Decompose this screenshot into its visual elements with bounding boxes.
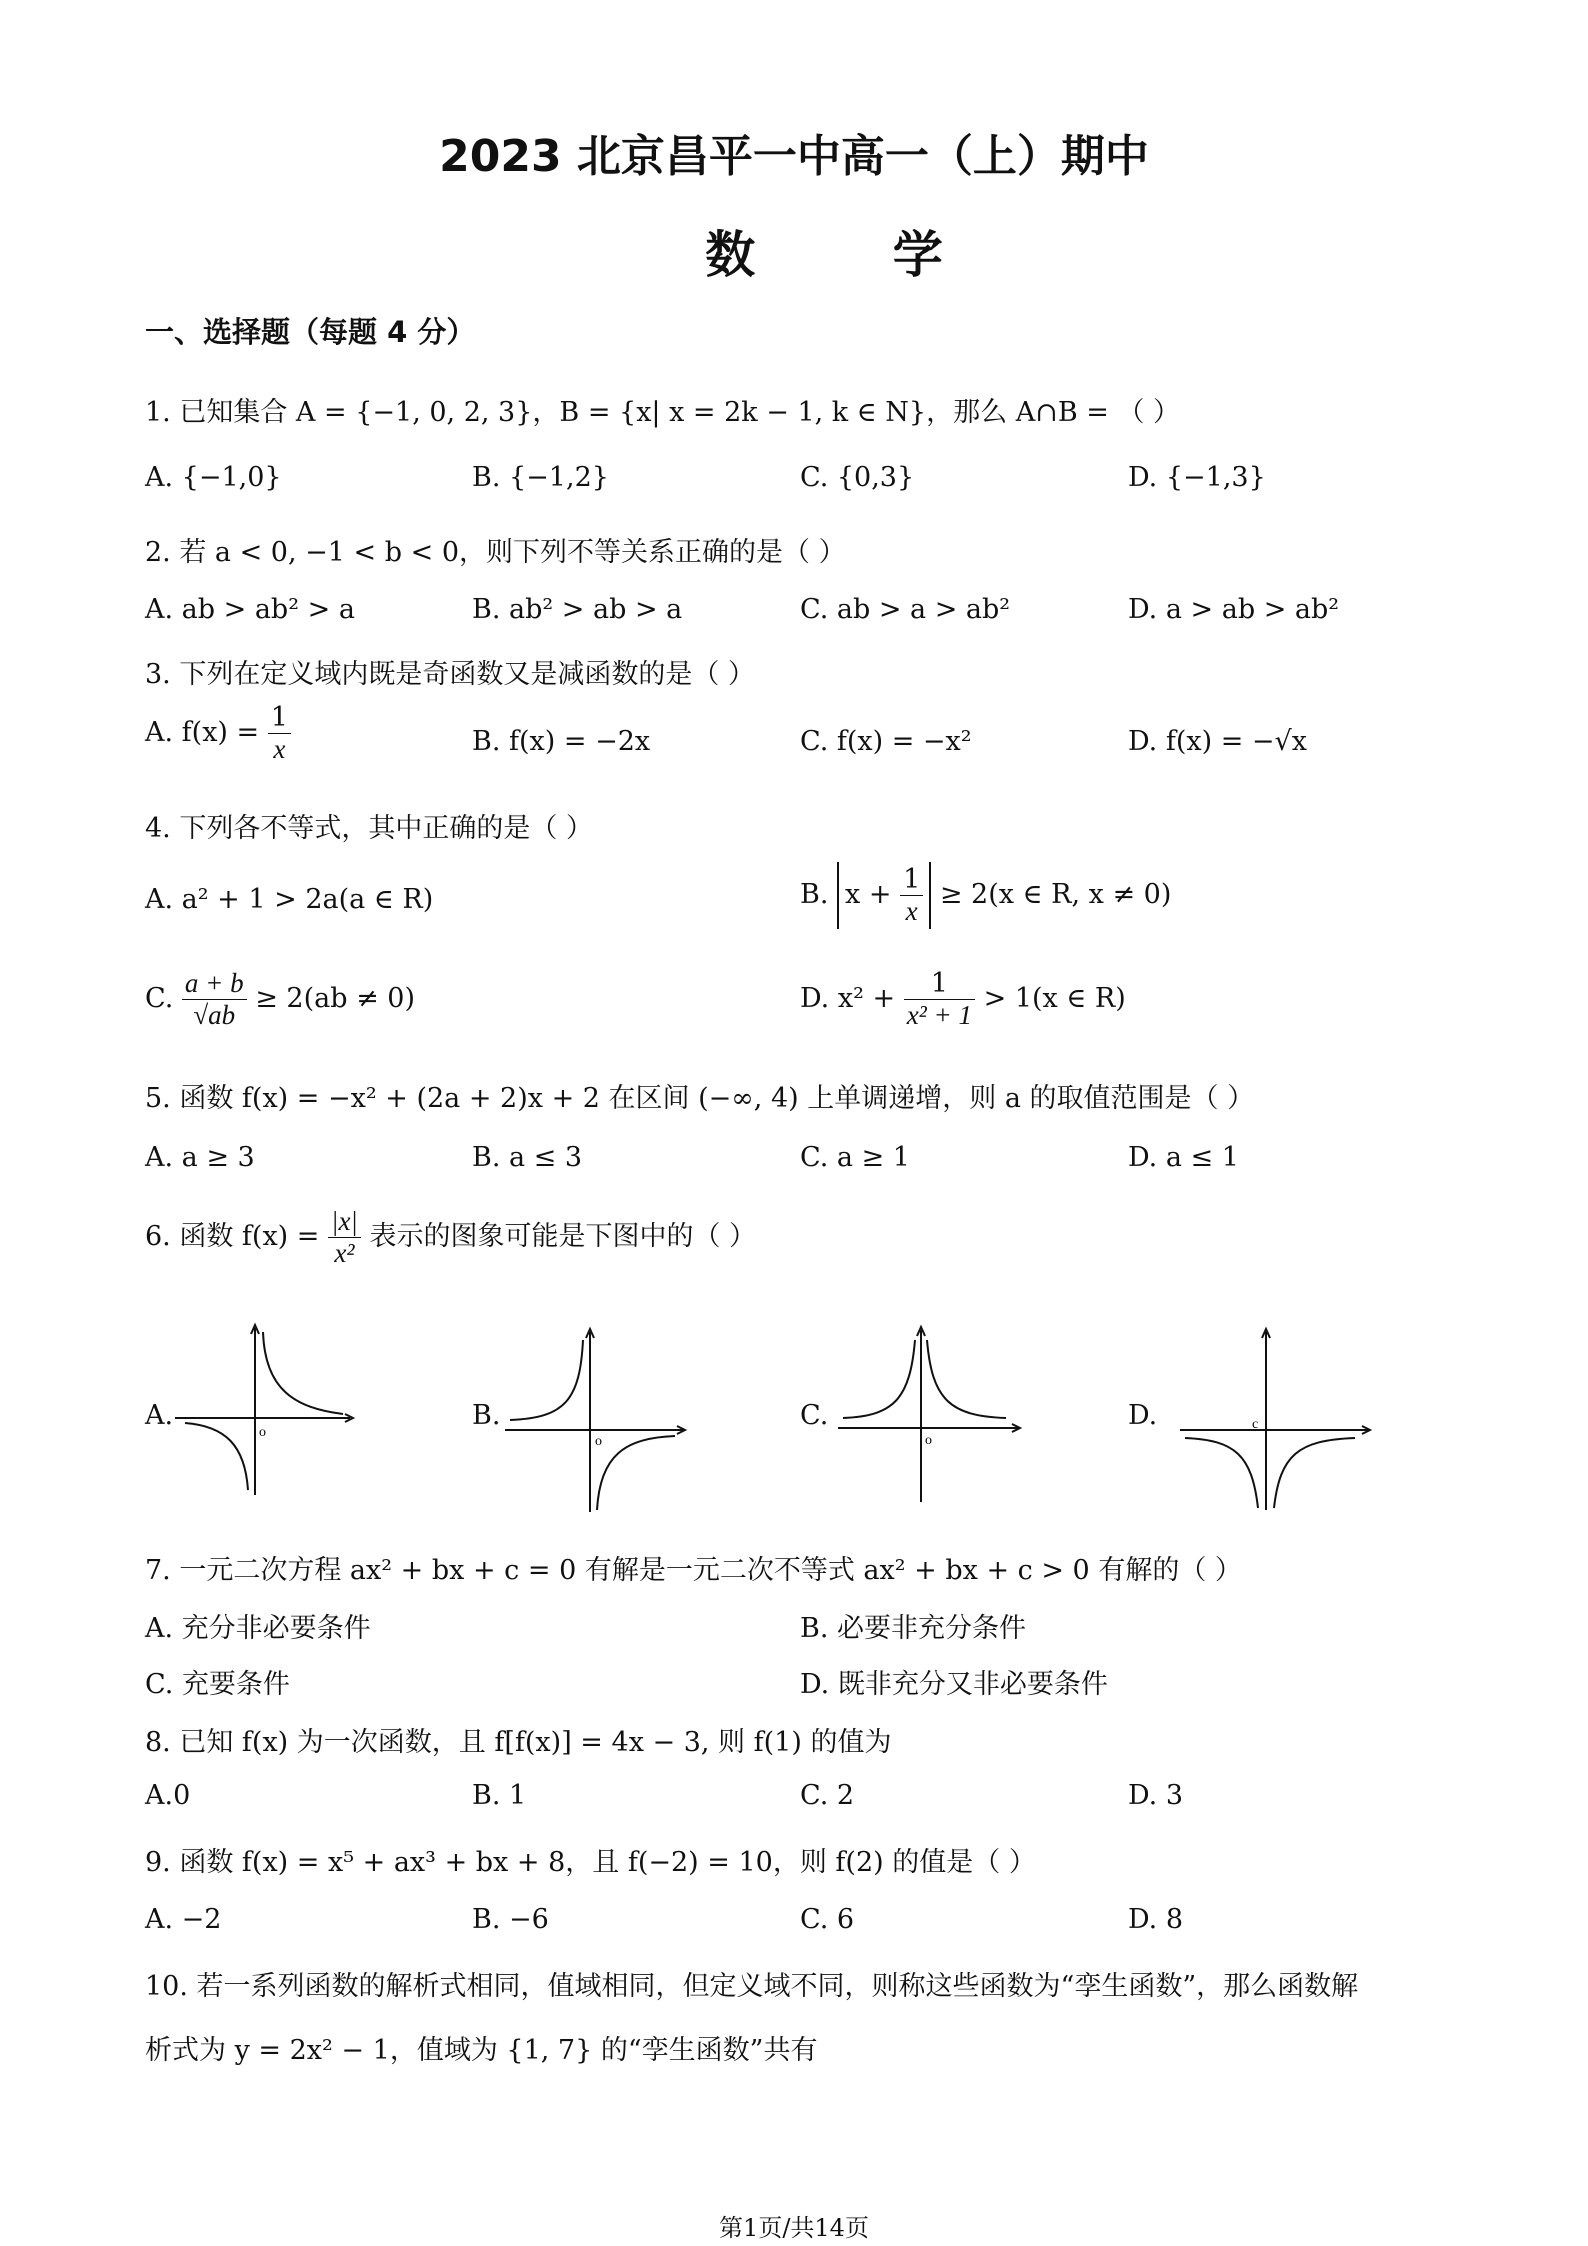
q3-option-a-label: A. f(x) = <box>145 717 260 749</box>
question-10 <box>145 1955 1445 2083</box>
fraction <box>900 864 923 927</box>
q3-option-b: B. f(x) = −2x <box>472 726 651 757</box>
q8-option-a: A.0 <box>145 1780 191 1811</box>
q4-option-b-label: B. <box>800 879 829 911</box>
q9-option-b: B. −6 <box>472 1904 549 1935</box>
q3-option-a <box>145 702 291 765</box>
numerator: 1 <box>268 702 291 734</box>
abs-content: x + <box>845 879 892 911</box>
q4-option-b-condition: ≥ 2(x ∈ R, x ≠ 0) <box>939 879 1172 911</box>
q8-option-c: C. 2 <box>800 1780 855 1811</box>
exam-title: 2023 北京昌平一中高一（上）期中 <box>439 131 1149 182</box>
q4-option-c <box>145 968 415 1031</box>
origin-label: c <box>1252 1417 1259 1432</box>
question-2: 2. 若 a < 0, −1 < b < 0，则下列不等关系正确的是（ ） <box>145 537 846 568</box>
q3-option-c: C. f(x) = −x² <box>800 726 972 757</box>
graph-b <box>505 1320 695 1520</box>
q5-option-d: D. a ≤ 1 <box>1128 1142 1239 1173</box>
graph-b-label: B. <box>472 1400 501 1431</box>
origin-label: o <box>259 1425 266 1440</box>
q6-suffix: 表示的图象可能是下图中的（ ） <box>369 1221 757 1253</box>
graph-a-label: A. <box>145 1400 174 1431</box>
q4-option-d <box>800 968 1126 1031</box>
question-7: 7. 一元二次方程 ax² + bx + c = 0 有解是一元二次不等式 ax² + bx + c > 0 有解的（ ） <box>145 1555 1242 1586</box>
denominator: √ab <box>193 1000 236 1031</box>
q9-option-c: C. 6 <box>800 1904 855 1935</box>
q1-option-d: D. {−1,3} <box>1128 462 1266 493</box>
q7-option-a: A. 充分非必要条件 <box>145 1613 371 1644</box>
denominator: x <box>273 734 286 765</box>
q4-option-d-condition: > 1(x ∈ R) <box>983 983 1126 1015</box>
q7-option-c: C. 充要条件 <box>145 1669 290 1700</box>
numerator: 1 <box>904 968 975 1000</box>
graph-d <box>1180 1320 1380 1520</box>
q4-option-c-label: C. <box>145 983 174 1015</box>
denominator: x <box>905 896 918 927</box>
q9-option-d: D. 8 <box>1128 1904 1184 1935</box>
q4-option-c-condition: ≥ 2(ab ≠ 0) <box>255 983 416 1015</box>
question-9: 9. 函数 f(x) = x⁵ + ax³ + bx + 8，且 f(−2) = 10，则 f(2) 的值是（ ） <box>145 1847 1036 1878</box>
origin-label: o <box>925 1433 932 1448</box>
q8-option-d: D. 3 <box>1128 1780 1184 1811</box>
question-10-line1: 10. 若一系列函数的解析式相同，值域相同，但定义域不同，则称这些函数为“孪生函数”，那么函数解 <box>145 1971 1359 2002</box>
q8-option-b: B. 1 <box>472 1780 527 1811</box>
page-number: 第1页/共14页 <box>719 2214 869 2242</box>
q4-option-a: A. a² + 1 > 2a(a ∈ R) <box>145 884 434 915</box>
numerator: |x| <box>328 1206 361 1238</box>
graph-a <box>175 1320 365 1500</box>
q2-option-b: B. ab² > ab > a <box>472 594 683 625</box>
numerator: 1 <box>900 864 923 896</box>
graph-c-label: C. <box>800 1400 829 1431</box>
denominator: x² <box>334 1238 355 1269</box>
q9-option-a: A. −2 <box>145 1904 222 1935</box>
fraction <box>268 702 291 765</box>
q7-option-d: D. 既非充分又非必要条件 <box>800 1669 1108 1700</box>
fraction <box>328 1206 361 1269</box>
question-10-line2: 析式为 y = 2x² − 1，值域为 {1, 7} 的“孪生函数”共有 <box>145 2035 818 2066</box>
fraction <box>904 968 975 1031</box>
q6-prefix: 6. 函数 f(x) = <box>145 1221 320 1253</box>
question-8: 8. 已知 f(x) 为一次函数，且 f[f(x)] = 4x − 3, 则 f(1) 的值为 <box>145 1727 892 1758</box>
question-1: 1. 已知集合 A = {−1, 0, 2, 3}，B = {x| x = 2k − 1, k ∈ N}，那么 A∩B = （ ） <box>145 397 1181 428</box>
section-heading: 一、选择题（每题 4 分） <box>145 315 476 349</box>
q2-option-d: D. a > ab > ab² <box>1128 594 1340 625</box>
q3-option-d: D. f(x) = −√x <box>1128 726 1307 757</box>
q7-option-b: B. 必要非充分条件 <box>800 1613 1027 1644</box>
origin-label: o <box>595 1434 602 1449</box>
q1-option-a: A. {−1,0} <box>145 462 282 493</box>
question-4: 4. 下列各不等式，其中正确的是（ ） <box>145 813 593 844</box>
subject-title: 数 学 <box>705 226 1003 284</box>
q4-option-b <box>800 862 1171 929</box>
q2-option-c: C. ab > a > ab² <box>800 594 1011 625</box>
graph-d-label: D. <box>1128 1400 1158 1431</box>
q5-option-b: B. a ≤ 3 <box>472 1142 583 1173</box>
numerator: a + b <box>182 968 247 1000</box>
q5-option-a: A. a ≥ 3 <box>145 1142 255 1173</box>
graph-c <box>838 1320 1028 1510</box>
q4-option-d-label: D. x² + <box>800 983 896 1015</box>
question-3: 3. 下列在定义域内既是奇函数又是减函数的是（ ） <box>145 659 755 690</box>
question-5: 5. 函数 f(x) = −x² + (2a + 2)x + 2 在区间 (−∞, 4) 上单调递增，则 a 的取值范围是（ ） <box>145 1083 1255 1114</box>
question-6 <box>145 1206 756 1269</box>
fraction <box>182 968 247 1031</box>
q2-option-a: A. ab > ab² > a <box>145 594 355 625</box>
absolute-value <box>837 862 931 929</box>
q1-option-b: B. {−1,2} <box>472 462 609 493</box>
q5-option-c: C. a ≥ 1 <box>800 1142 910 1173</box>
q1-option-c: C. {0,3} <box>800 462 915 493</box>
denominator: x² + 1 <box>906 1000 973 1031</box>
